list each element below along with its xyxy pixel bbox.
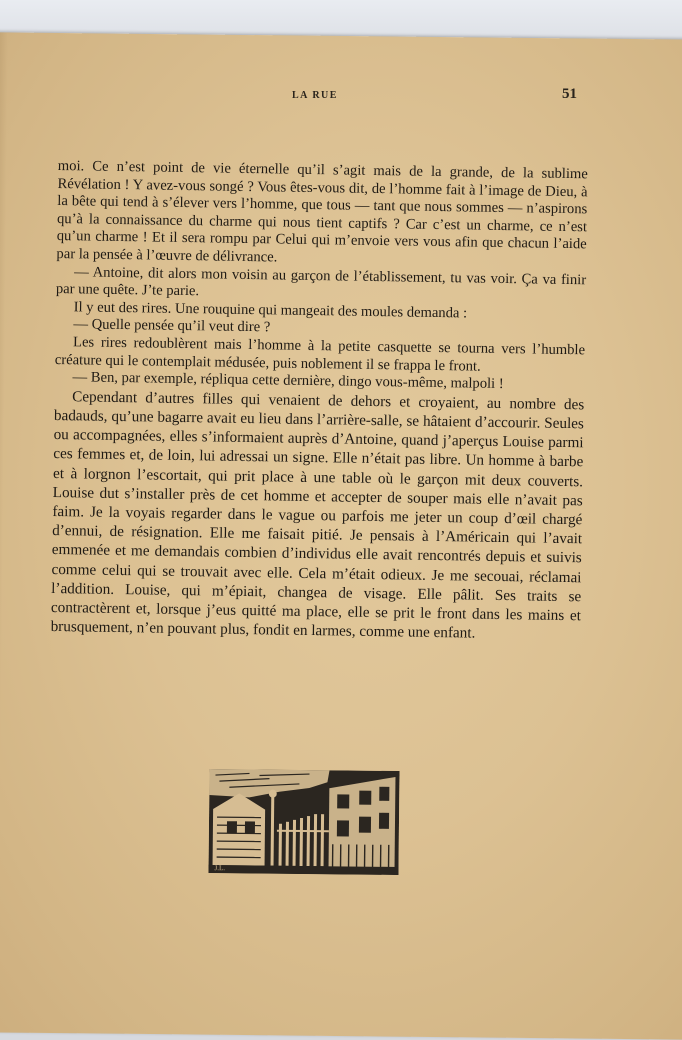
paragraph: Cependant d’autres filles qui venaient de dehors et croyaient, au nombre des badauds, qu’une bagarre avait eu lieu dans l’arrière-salle, se hâtaient d’accourir. Seules ou accompagnées, elles s’informaient auprès d’Antoine, quand j’aperçus Louise parmi ces femmes et, de loin, lui adressai un signe. Elle n’était pas libre. Un homme à barbe et à lorgnon l’escortait, qui prit place à une table où le garçon mit deux couverts. Louise dut s’installer près de cet homme et accepter de souper mais elle n’avait pas faim. Je la voyais regarder dans le vague ou parfois me jeter un coup d’œil chargé d’ennui, de résignation. Elle me faisait pitié. Je pensais à l’Américain qui l’avait emmenée et me demandais combien d’individus elle avait rencontrés depuis et suivis comme celui qui se trouvait avec elle. Cela m’était odieux. Je me secouai, réclamai l’addition. Louise, qui m’épiait, changea de visage. Elle pâlit. Ses traits se contractèrent et, lorsque j’eus quitté ma place, elle se prit le front dans les mains et brusquement, n’en pouvant plus, fondit en larmes, comme une enfant. <box>50 387 584 645</box>
running-head <box>0 90 682 110</box>
running-title: LA RUE <box>292 90 338 101</box>
body-text <box>50 158 587 645</box>
paragraph: Il y eut des rires. Une rouquine qui mangeait des moules demanda : <box>56 299 586 325</box>
page-number: 51 <box>562 86 577 103</box>
paragraph: — Ben, par exemple, répliqua cette dernière, dingo vous-même, malpoli ! <box>54 369 584 395</box>
page-shadow <box>0 32 8 1032</box>
paragraph: moi. Ce n’est point de vie éternelle qu’il s’agit mais de la grande, de la sublime Révélation ! Y avez-vous songé ? Vous êtes-vous dit, de l’homme fait à l’image de Dieu, à la bête qui tend à s’élever vers l’homme, que tous — tant que nous sommes — n’aspirons qu’à la connaissance du charme qui nous tient captifs ? Car c’est un charme, ce n’est qu’un charme ! Et il sera rompu par Celui qui m’envoie vers vous afin que chacun l’aide par la pensée à l’œuvre de délivrance. <box>56 158 588 272</box>
paragraph: — Quelle pensée qu’il veut dire ? <box>55 316 585 342</box>
paragraph: — Antoine, dit alors mon voisin au garçon de l’établissement, tu vas voir. Ça va finir par une quête. J’te parie. <box>56 264 586 308</box>
street-woodcut-icon <box>208 769 399 875</box>
paragraph: Les rires redoublèrent mais l’homme à la petite casquette se tourna vers l’humble créature qui le contemplait médusée, puis noblement il se frappa le front. <box>55 334 585 378</box>
vignette-initials: J.L. <box>214 864 225 872</box>
